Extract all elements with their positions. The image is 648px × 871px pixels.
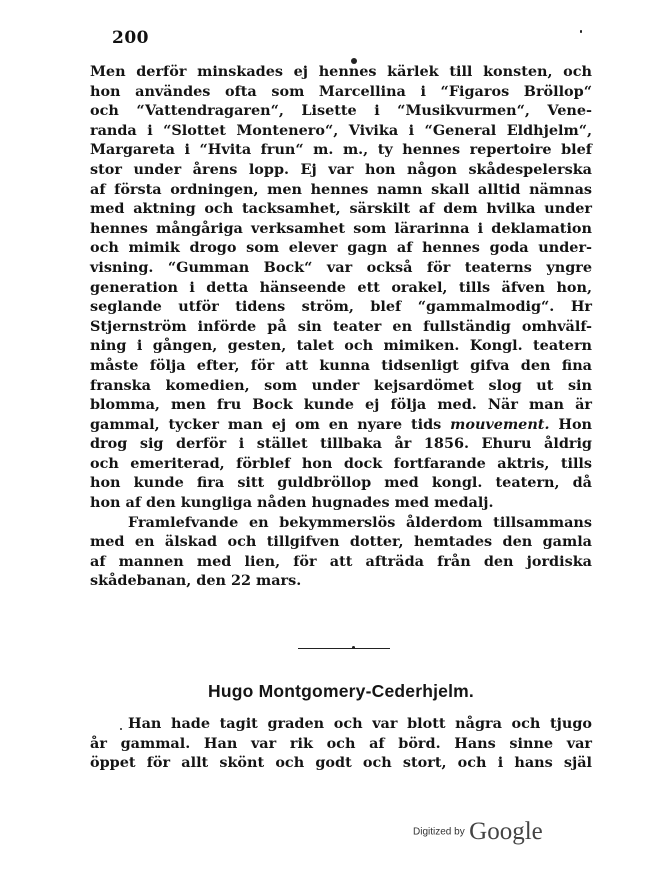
text-line: stor under årens lopp. Ej var hon någon skådespelerska [90, 160, 592, 178]
text-line: år gammal. Han var rik och af börd. Hans sinne var [90, 734, 592, 752]
text-line: generation i detta hänseende ett orakel, tills äfven hon, [90, 278, 592, 296]
section-divider-ornament [352, 646, 355, 649]
text-line: drog sig derför i stället tillbaka år 1856. Ehuru åldrig [90, 435, 592, 453]
page-number: 200 [112, 28, 149, 48]
text-line: och mimik drogo som elever gagn af hennes goda under- [90, 239, 592, 257]
text-line-with-italic [90, 415, 592, 435]
section-heading-text: Hugo Montgomery-Cederhjelm. [208, 681, 474, 701]
paragraph-2-line: af mannen med lien, för att afträda från den jordiska [90, 552, 592, 570]
text-line: med aktning och tacksamhet, särskilt af dem hvilka under [90, 200, 592, 218]
body-paragraph-3 [90, 714, 592, 773]
text-line: hon kunde fira sitt guldbröllop med kongl. teatern, då [90, 474, 592, 492]
text-line: hennes mångåriga verksamhet som lärarinna i deklamation [90, 219, 592, 237]
paragraph-2-line: med en älskad och tillgifven dotter, hemtades den gamla [90, 533, 592, 551]
paragraph-2-line: Framlefvande en bekymmerslös ålderdom tillsammans [128, 513, 592, 531]
text-line: seglande utför tidens ström, blef “gammalmodig“. Hr [90, 298, 592, 316]
text-line: och “Vattendragaren“, Lisette i “Musikvurmen“, Vene- [90, 102, 592, 120]
text-line: hon användes ofta som Marcellina i “Figaros Bröllop“ [90, 82, 592, 100]
text-line: franska komedien, som under kejsardömet slog ut sin [90, 376, 592, 394]
text-line: hon af den kungliga nåden hugnades med medalj. [90, 494, 494, 512]
ink-speck [120, 728, 122, 730]
text-line: Stjernström införde på sin teater en fullständig omhvälf- [90, 317, 592, 335]
text-segment: gammal, tycker man ej om en nyare tids [90, 415, 442, 433]
text-line: Margareta i “Hvita frun“ m. m., ty hennes repertoire blef [90, 141, 592, 159]
body-paragraph-1 [90, 62, 592, 591]
text-line: öppet för allt skönt och godt och stort, och i hans själ [90, 754, 592, 772]
text-line: randa i “Slottet Montenero“, Vivika i “General Eldhjelm“, [90, 121, 592, 139]
ink-speck [580, 30, 582, 33]
section-divider [298, 648, 390, 649]
digitized-by-watermark [413, 818, 543, 846]
italic-word: mouvement. [450, 415, 550, 433]
text-line: Han hade tagit graden och var blott några och tjugo [128, 715, 592, 732]
text-line: ning i gången, gesten, talet och mimiken. Kongl. teatern [90, 337, 592, 355]
text-line: måste följa efter, för att kunna tidsenligt gifva den fina [90, 356, 592, 374]
section-heading [0, 681, 648, 702]
text-line: af första ordningen, men hennes namn skall alltid nämnas [90, 180, 592, 198]
text-line: visning. “Gumman Bock“ var också för teaterns yngre [90, 258, 592, 276]
text-line: Men derför minskades ej hennes kärlek till konsten, och [90, 63, 592, 80]
text-segment: Hon [558, 415, 593, 433]
paragraph-2-line: skådebanan, den 22 mars. [90, 572, 302, 590]
watermark-prefix: Digitized by [413, 826, 465, 838]
text-line: blomma, men fru Bock kunde ej följa med. När man är [90, 396, 592, 414]
google-logo: Google [469, 818, 543, 845]
text-line: och emeriterad, förblef hon dock fortfarande aktris, tills [90, 454, 592, 472]
